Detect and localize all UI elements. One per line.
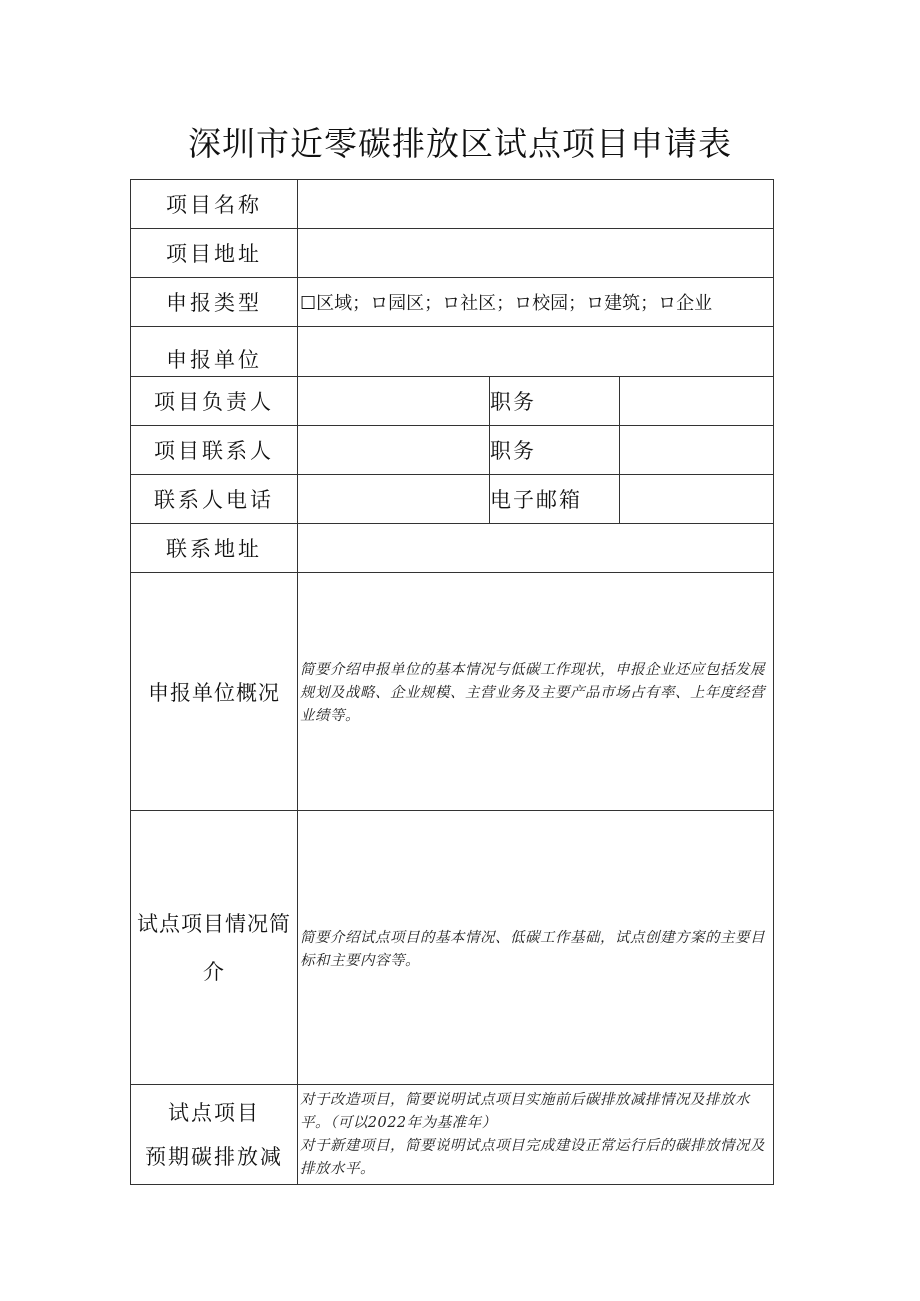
project-name-label: 项目名称 <box>131 180 298 229</box>
overview-hint: 简要介绍申报单位的基本情况与低碳工作现状，申报企业还应包括发展规划及战略、企业规模、主营业务及主要产品市场占有率、上年度经营业绩等。 <box>300 662 765 724</box>
contact-address-label: 联系地址 <box>131 524 298 573</box>
row-contact-address <box>131 524 774 573</box>
intro-label-line2: 介 <box>203 959 225 984</box>
email-label: 电子邮箱 <box>490 475 620 524</box>
manager-field[interactable] <box>298 377 490 426</box>
project-address-label: 项目地址 <box>131 229 298 278</box>
row-contact <box>131 426 774 475</box>
project-name-field[interactable] <box>298 180 774 229</box>
unit-field[interactable] <box>298 327 774 377</box>
email-field[interactable] <box>620 475 774 524</box>
row-unit <box>131 327 774 377</box>
intro-field[interactable] <box>298 811 774 1085</box>
manager-title-field[interactable] <box>620 377 774 426</box>
project-address-field[interactable] <box>298 229 774 278</box>
reduction-hint-1: 对于改造项目，简要说明试点项目实施前后碳排放减排情况及排放水平。（可以2022年为基准年） <box>300 1092 750 1131</box>
row-manager <box>131 377 774 426</box>
contact-title-field[interactable] <box>620 426 774 475</box>
reduction-label-line1: 试点项目 <box>168 1101 260 1125</box>
reduction-field[interactable] <box>298 1085 774 1185</box>
type-options-cell[interactable] <box>298 278 774 327</box>
unit-label: 申报单位 <box>131 327 298 377</box>
contact-field[interactable] <box>298 426 490 475</box>
application-form-table <box>130 179 774 1185</box>
reduction-label <box>131 1085 298 1185</box>
overview-field[interactable] <box>298 573 774 811</box>
contact-address-field[interactable] <box>298 524 774 573</box>
manager-title-label: 职务 <box>490 377 620 426</box>
intro-label-line1: 试点项目情况简 <box>137 911 291 936</box>
reduction-label-line2: 预期碳排放减 <box>145 1145 283 1169</box>
manager-label: 项目负责人 <box>131 377 298 426</box>
intro-hint: 简要介绍试点项目的基本情况、低碳工作基础，试点创建方案的主要目标和主要内容等。 <box>300 929 765 969</box>
row-phone <box>131 475 774 524</box>
type-options-text[interactable]: ☐区域；ロ园区；ロ社区；ロ校园；ロ建筑；ロ企业 <box>300 293 713 314</box>
row-project-address <box>131 229 774 278</box>
page-title: 深圳市近零碳排放区试点项目申请表 <box>188 124 732 163</box>
type-label: 申报类型 <box>131 278 298 327</box>
row-overview <box>131 573 774 811</box>
contact-label: 项目联系人 <box>131 426 298 475</box>
row-intro <box>131 811 774 1085</box>
overview-label: 申报单位概况 <box>131 573 298 811</box>
phone-field[interactable] <box>298 475 490 524</box>
row-type <box>131 278 774 327</box>
contact-title-label: 职务 <box>490 426 620 475</box>
row-project-name <box>131 180 774 229</box>
phone-label: 联系人电话 <box>131 475 298 524</box>
reduction-hint-2: 对于新建项目，简要说明试点项目完成建设正常运行后的碳排放情况及排放水平。 <box>300 1138 765 1177</box>
row-reduction <box>131 1085 774 1185</box>
intro-label <box>131 811 298 1085</box>
